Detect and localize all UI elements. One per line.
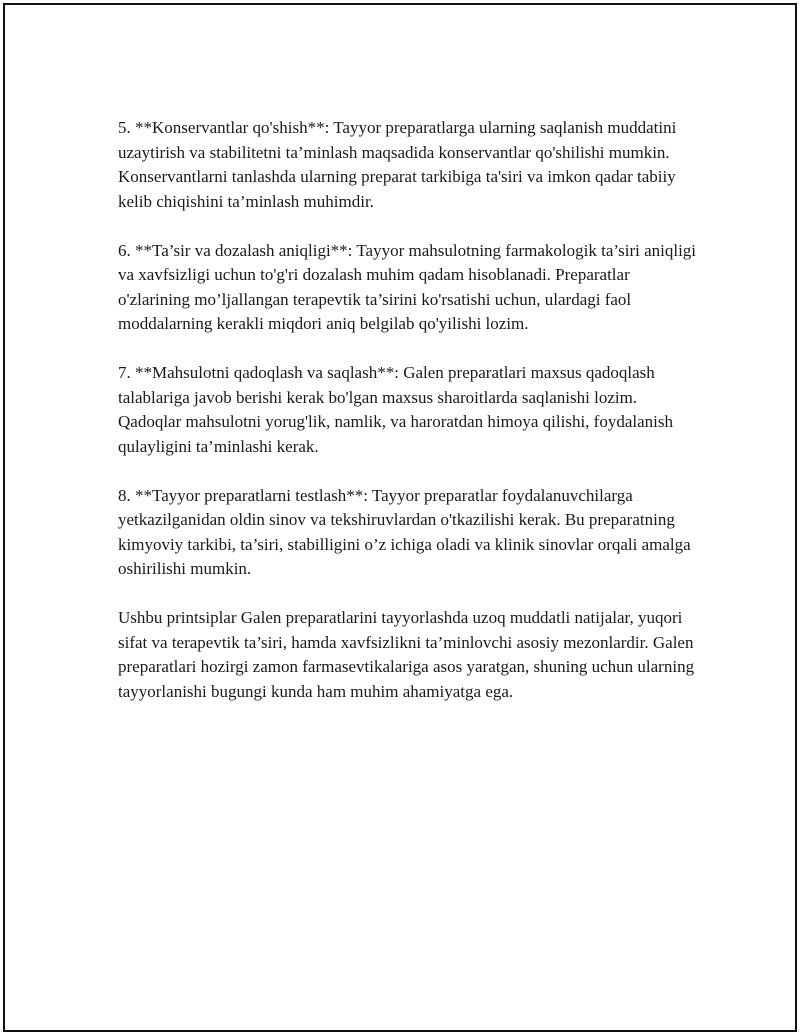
paragraph-conclusion: Ushbu printsiplar Galen preparatlarini tayyorlashda uzoq muddatli natijalar, yuqori sifat va terapevtik ta’siri, hamda xavfsizlikni ta’minlovchi asosiy mezonlardir. Galen preparatlari hozirgi zamon farmasevtikalariga asos yaratgan, shuning uchun ularning tayyorlanishi bugungi kunda ham muhim ahamiyatga ega. bbox=[118, 608, 695, 701]
paragraph-item-8: 8. **Tayyor preparatlarni testlash**: Tayyor preparatlar foydalanuvchilarga yetkazilganidan oldin sinov va tekshiruvlardan o'tkazilishi kerak. Bu preparatning kimyoviy tarkibi, ta’siri, stabilligini o’z ichiga oladi va klinik sinovlar orqali amalga oshirilishi mumkin. bbox=[118, 485, 691, 578]
paragraph-item-7: 7. **Mahsulotni qadoqlash va saqlash**: Galen preparatlari maxsus qadoqlash talablariga javob berishi kerak bo'lgan maxsus sharoitlarda saqlanishi lozim. Qadoqlar mahsulotni yorug'lik, namlik, va haroratdan himoya qilishi, foydalanish qulayligini ta’minlashi kerak. bbox=[118, 363, 673, 456]
paragraph-item-5: 5. **Konservantlar qo'shish**: Tayyor preparatlarga ularning saqlanish muddatini uzaytirish va stabilitetni ta’minlash maqsadida konservantlar qo'shilishi mumkin. Konservantlarni tanlashda ularning preparat tarkibiga ta'siri va imkon qadar tabiiy kelib chiqishini ta’minlash muhimdir. bbox=[118, 118, 677, 211]
document-body bbox=[118, 116, 698, 729]
paragraph-item-6: 6. **Ta’sir va dozalash aniqligi**: Tayyor mahsulotning farmakologik ta’siri aniqligi va xavfsizligi uchun to'g'ri dozalash muhim qadam hisoblanadi. Preparatlar o'zlarining mo’ljallangan terapevtik ta’sirini ko'rsatishi uchun, ulardagi faol moddalarning kerakli miqdori aniq belgilab qo'yilishi lozim. bbox=[118, 240, 697, 333]
